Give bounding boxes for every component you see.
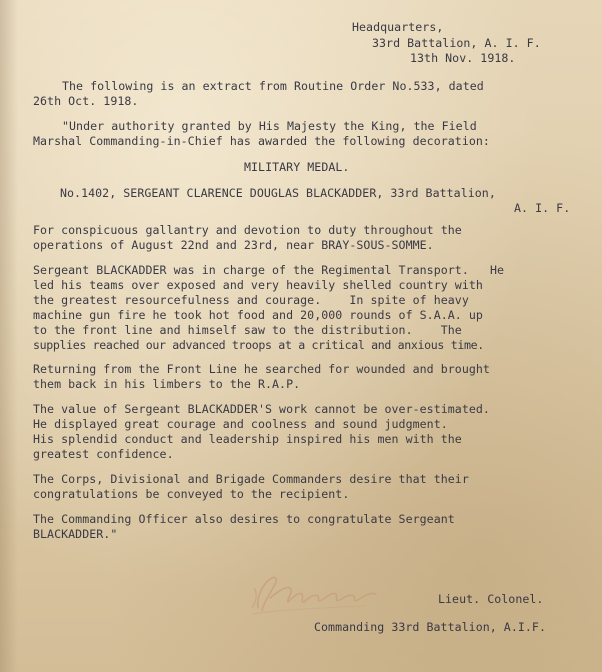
- recipient-line-1: No.1402, SERGEANT CLARENCE DOUGLAS BLACKADDER, 33rd Battalion,: [60, 186, 496, 200]
- header-line-2: 33rd Battalion, A. I. F.: [372, 36, 541, 50]
- para3-line-2: He displayed great courage and coolness and sound judgment.: [33, 417, 448, 431]
- signoff-rank: Lieut. Colonel.: [438, 592, 544, 606]
- para3-line-3: His splendid conduct and leadership inspired his men with the: [33, 432, 462, 446]
- award-title: MILITARY MEDAL.: [244, 160, 350, 174]
- para1-line-5: to the front line and himself saw to the distribution. The: [33, 323, 462, 337]
- para1-line-6: supplies reached our advanced troops at a critical and anxious time.: [33, 338, 484, 352]
- authority-line-2: Marshal Commanding-in-Chief has awarded the following decoration:: [33, 134, 490, 148]
- signature: [246, 568, 416, 620]
- signature-text: [246, 568, 358, 620]
- para1-line-3: the greatest resourcefulness and courage. In spite of heavy: [33, 293, 469, 307]
- para4-line-1: The Corps, Divisional and Brigade Commanders desire that their: [33, 472, 469, 486]
- para1-line-4: machine gun fire he took hot food and 20,000 rounds of S.A.A. up: [33, 308, 483, 322]
- para5-line-2: BLACKADDER.": [33, 527, 118, 541]
- signoff-command: Commanding 33rd Battalion, A.I.F.: [314, 620, 546, 634]
- citation-line-1: For conspicuous gallantry and devotion to duty throughout the: [33, 223, 462, 237]
- page-crease: [0, 0, 18, 672]
- para2-line-1: Returning from the Front Line he searched for wounded and brought: [33, 362, 490, 376]
- intro-line-2: 26th Oct. 1918.: [33, 94, 139, 108]
- para2-line-2: them back in his limbers to the R.A.P.: [33, 377, 301, 391]
- header-line-1: Headquarters,: [352, 20, 444, 34]
- para4-line-2: congratulations be conveyed to the recipient.: [33, 487, 350, 501]
- header-date: 13th Nov. 1918.: [410, 51, 516, 65]
- para5-line-1: The Commanding Officer also desires to congratulate Sergeant: [33, 512, 455, 526]
- para3-line-1: The value of Sergeant BLACKADDER'S work cannot be over-estimated.: [33, 402, 490, 416]
- para3-line-4: greatest confidence.: [33, 447, 174, 461]
- authority-line-1: "Under authority granted by His Majesty the King, the Field: [62, 119, 477, 133]
- para1-line-2: led his teams over exposed and very heavily shelled country with: [33, 278, 483, 292]
- para1-line-1: Sergeant BLACKADDER was in charge of the Regimental Transport. He: [33, 263, 505, 277]
- intro-line-1: The following is an extract from Routine Order No.533, dated: [62, 79, 484, 93]
- recipient-line-2: A. I. F.: [514, 201, 571, 215]
- citation-line-2: operations of August 22nd and 23rd, near BRAY-SOUS-SOMME.: [33, 238, 434, 252]
